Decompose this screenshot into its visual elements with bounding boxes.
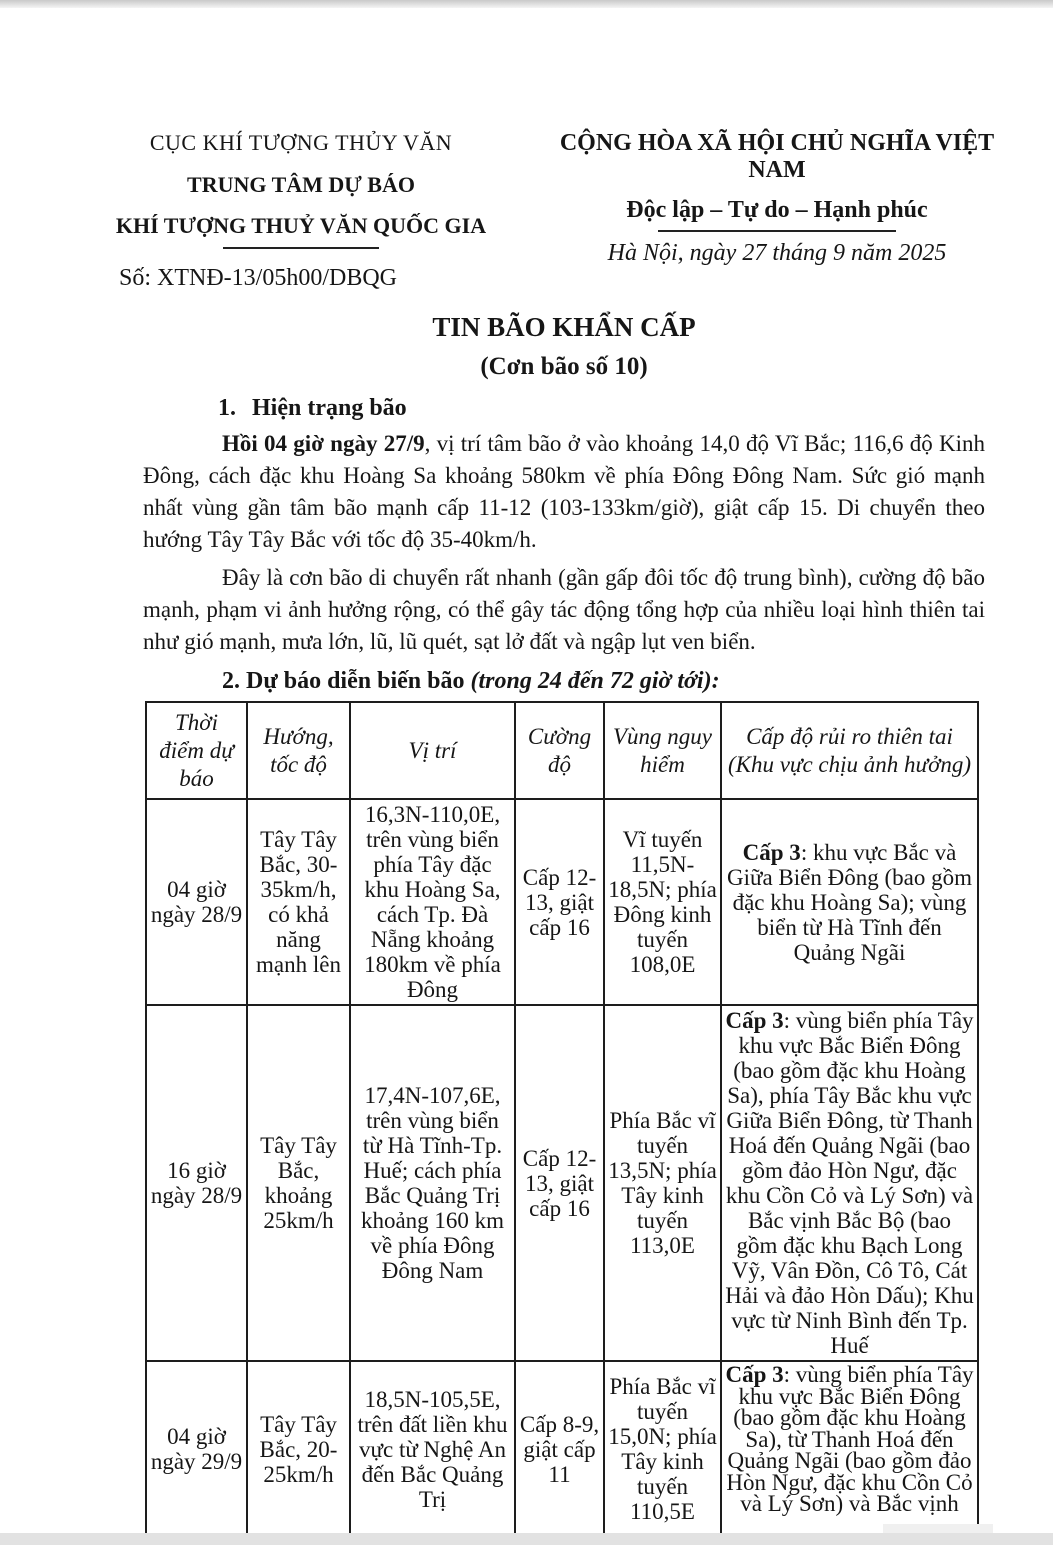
scan-top-edge (0, 0, 1053, 8)
table-row (146, 799, 978, 1005)
risk-level-badge: Cấp 3 (725, 1364, 784, 1387)
cell-danger-zone: Vĩ tuyến 11,5N-18,5N; phía Đông kinh tuyến 108,0E (604, 799, 721, 1005)
scan-bottom-edge (0, 1533, 1053, 1545)
document-header (115, 130, 995, 292)
cell-time: 04 giờ ngày 28/9 (146, 799, 247, 1005)
page-title: TIN BÃO KHẨN CẤP (432, 312, 696, 342)
page-subtitle: (Cơn bão số 10) (480, 353, 648, 380)
col-header-time: Thời điểm dự báo (146, 702, 247, 799)
col-header-danger-zone: Vùng nguy hiểm (604, 702, 721, 799)
section-1-number: 1. (218, 395, 236, 421)
risk-level-detail: : khu vực Bắc và Giữa Biển Đông (bao gồm đặc khu Hoàng Sa); vùng biển từ Hà Tĩnh đến Quảng Ngãi (727, 839, 972, 965)
table-row (146, 1361, 978, 1537)
cell-danger-zone: Phía Bắc vĩ tuyến 15,0N; phía Tây kinh tuyến 110,5E (604, 1361, 721, 1537)
section-2-heading (222, 668, 985, 695)
table-row (146, 1005, 978, 1361)
cell-intensity: Cấp 8-9, giật cấp 11 (515, 1361, 604, 1537)
cell-direction: Tây Tây Bắc, khoảng 25km/h (247, 1005, 350, 1361)
section-2-title-italic: (trong 24 đến 72 giờ tới): (470, 668, 720, 694)
col-header-intensity: Cường độ (515, 702, 604, 799)
cell-direction: Tây Tây Bắc, 30-35km/h, có khả năng mạnh lên (247, 799, 350, 1005)
section-2-title: 2. Dự báo diễn biến bão (222, 668, 471, 694)
national-title: CỘNG HÒA XÃ HỘI CHỦ NGHĨA VIỆT NAM (559, 130, 995, 183)
national-motto: Độc lập – Tự do – Hạnh phúc (626, 197, 928, 223)
col-header-risk-level: Cấp độ rủi ro thiên tai (Khu vực chịu ảnh hưởng) (721, 702, 978, 799)
risk-level-badge: Cấp 3 (742, 839, 801, 865)
cell-position: 16,3N-110,0E, trên vùng biển phía Tây đặc khu Hoàng Sa, cách Tp. Đà Nẵng khoảng 180km về phía Đông (350, 799, 515, 1005)
section-1-heading (218, 395, 985, 422)
storm-status-paragraph (143, 428, 985, 556)
scan-artifact (883, 1524, 993, 1533)
cell-risk-level (721, 799, 978, 1005)
motto-underline (658, 230, 896, 232)
risk-level-badge: Cấp 3 (725, 1008, 784, 1033)
table-header-row (146, 702, 978, 799)
cell-intensity: Cấp 12-13, giật cấp 16 (515, 1005, 604, 1361)
cell-time: 04 giờ ngày 29/9 (146, 1361, 247, 1537)
agency-underline (223, 247, 379, 249)
agency-name-line-1: TRUNG TÂM DỰ BÁO (187, 172, 415, 197)
risk-level-clipped-text (725, 1364, 974, 1534)
paragraph-1-lead: Hồi 04 giờ ngày 27/9 (222, 431, 425, 456)
section-1-title: Hiện trạng bão (252, 395, 407, 421)
risk-level-detail: : vùng biển phía Tây khu vực Bắc Biển Đông (bao gồm đặc khu Hoàng Sa), từ Thanh Hoá đến Quảng Ngãi (bao gồm đảo Hòn Ngư, đặc khu Cồn Cỏ và Lý Sơn) và Bắc vịnh (726, 1364, 974, 1516)
national-motto-block (529, 130, 1025, 267)
cell-risk-level (721, 1005, 978, 1361)
place-and-date: Hà Nội, ngày 27 tháng 9 năm 2025 (607, 240, 947, 266)
cell-time: 16 giờ ngày 28/9 (146, 1005, 247, 1361)
cell-position: 17,4N-107,6E, trên vùng biển từ Hà Tĩnh-Tp. Huế; cách phía Bắc Quảng Trị khoảng 160 km về phía Đông Đông Nam (350, 1005, 515, 1361)
paragraph-1-body: , vị trí tâm bão ở vào khoảng 14,0 độ Vĩ Bắc; 116,6 độ Kinh Đông, cách đặc khu Hoàng Sa khoảng 580km về phía Đông Đông Nam. Sức gió mạnh nhất vùng gần tâm bão mạnh cấp 11-12 (103-133km/giờ), giật cấp 15. Di chuyển theo hướng Tây Tây Bắc với tốc độ 35-40km/h. (143, 431, 985, 552)
col-header-direction-speed: Hướng, tốc độ (247, 702, 350, 799)
agency-name-line-2: KHÍ TƯỢNG THUỶ VĂN QUỐC GIA (115, 213, 487, 238)
forecast-table (145, 701, 979, 1538)
cell-intensity: Cấp 12-13, giật cấp 16 (515, 799, 604, 1005)
storm-warning-paragraph: Đây là cơn bão di chuyển rất nhanh (gần gấp đôi tốc độ trung bình), cường độ bão mạnh, phạm vi ảnh hưởng rộng, có thể gây tác động tổng hợp của nhiều loại hình thiên tai như gió mạnh, mưa lớn, lũ, lũ quét, sạt lở đất và ngập lụt ven biển. (143, 565, 985, 654)
issuing-agency-block (115, 130, 487, 292)
agency-parent-name: CỤC KHÍ TƯỢNG THỦY VĂN (149, 130, 453, 155)
cell-risk-level (721, 1361, 978, 1537)
cell-danger-zone: Phía Bắc vĩ tuyến 13,5N; phía Tây kinh tuyến 113,0E (604, 1005, 721, 1361)
risk-level-detail: : vùng biển phía Tây khu vực Bắc Biển Đông (bao gồm đặc khu Hoàng Sa), phía Tây Bắc khu vực Giữa Biển Đông, từ Thanh Hoá đến Quảng Ngãi (bao gồm đảo Hòn Ngư, đặc khu Cồn Cỏ và Lý Sơn) và Bắc vịnh Bắc Bộ (bao gồm đặc khu Bạch Long Vỹ, Vân Đồn, Cô Tô, Cát Hải và đảo Hòn Dấu); Khu vực từ Ninh Bình đến Tp. Huế (725, 1008, 974, 1358)
col-header-position: Vị trí (350, 702, 515, 799)
document-number: Số: XTNĐ-13/05h00/DBQG (119, 265, 398, 291)
cell-position: 18,5N-105,5E, trên đất liền khu vực từ Nghệ An đến Bắc Quảng Trị (350, 1361, 515, 1537)
cell-direction: Tây Tây Bắc, 20-25km/h (247, 1361, 350, 1537)
